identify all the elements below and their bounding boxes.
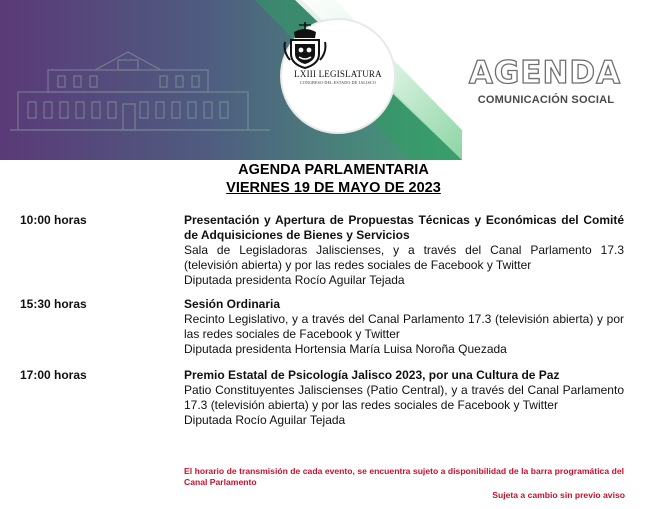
event-entry xyxy=(20,213,624,288)
event-host: Diputada presidenta Rocío Aguilar Tejada xyxy=(184,273,405,287)
event-host: Diputada Rocío Aguilar Tejada xyxy=(184,413,346,427)
event-name: Sesión Ordinaria xyxy=(184,297,281,311)
agenda-logo-word: AGENDA xyxy=(468,55,622,91)
department-name: COMUNICACIÓN SOCIAL xyxy=(477,94,615,106)
event-time: 15:30 horas xyxy=(20,297,87,311)
event-name: Presentación y Apertura de Propuestas Técnicas y Económicas del Comité de Adquisiciones de Bienes y Servicios xyxy=(184,213,624,242)
event-entry xyxy=(20,297,624,357)
event-details xyxy=(184,213,624,288)
broadcast-disclaimer: El horario de transmisión de cada evento, se encuentra sujeto a disponibilidad de la barra programática del Canal Parlamento xyxy=(184,466,624,487)
event-time: 10:00 horas xyxy=(20,213,87,227)
coat-of-arms-icon xyxy=(282,20,328,70)
seal-subtitle: CONGRESO DEL ESTADO DE JALISCO xyxy=(300,80,376,85)
document-title: AGENDA PARLAMENTARIA xyxy=(238,162,429,178)
event-details xyxy=(184,368,624,428)
event-time: 17:00 horas xyxy=(20,368,87,382)
event-host: Diputada presidenta Hortensia María Luisa Noroña Quezada xyxy=(184,342,507,356)
seal-name: LXIII LEGISLATURA xyxy=(294,69,382,79)
event-name: Premio Estatal de Psicología Jalisco 2023, por una Cultura de Paz xyxy=(184,368,560,382)
event-place: Patio Constituyentes Jaliscienses (Patio Central), y a través del Canal Parlamento 17.3 (televisión abierta) y por las redes sociales de Facebook y Twitter xyxy=(184,383,624,412)
event-place: Sala de Legisladoras Jaliscienses, y a través del Canal Parlamento 17.3 (televisión abierta) y por las redes sociales de Facebook y Twitter xyxy=(184,243,624,272)
event-entry xyxy=(20,368,624,428)
event-place: Recinto Legislativo, y a través del Canal Parlamento 17.3 (televisión abierta) y por las redes sociales de Facebook y Twitter xyxy=(184,312,624,341)
congress-seal xyxy=(282,20,394,132)
document-date: VIERNES 19 DE MAYO DE 2023 xyxy=(226,180,441,196)
header-banner xyxy=(0,0,667,160)
event-details xyxy=(184,297,624,357)
subject-to-change-note: Sujeta a cambio sin previo aviso xyxy=(492,490,625,500)
